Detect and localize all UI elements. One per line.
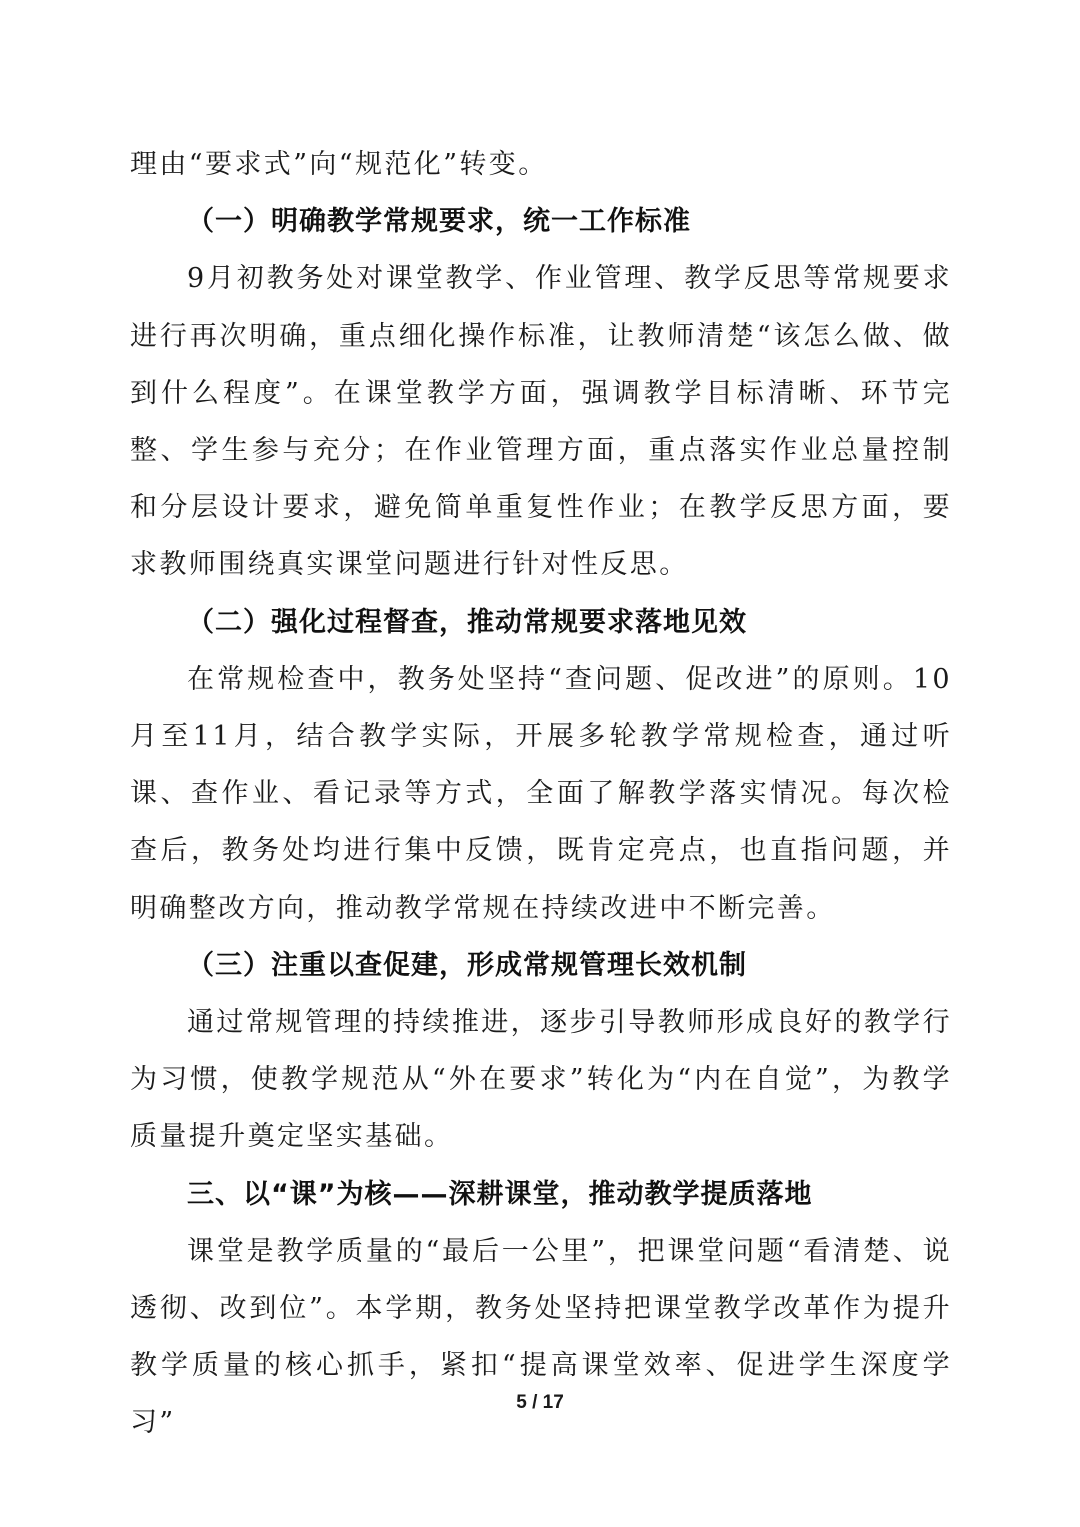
section-heading-3: （三）注重以查促建，形成常规管理长效机制 xyxy=(187,949,747,981)
document-body xyxy=(130,136,952,1452)
paragraph-classroom-core: 课堂是教学质量的“最后一公里”，把课堂问题“看清楚、说透彻、改到位”。本学期，教务处坚持把课堂教学改革作为提升教学质量的核心抓手，紧扣“提高课堂效率、促进学生深度学习” xyxy=(130,1235,952,1439)
paragraph-process-inspection: 在常规检查中，教务处坚持“查问题、促改进”的原则。10月至11月，结合教学实际，开展多轮教学常规检查，通过听课、查作业、看记录等方式，全面了解教学落实情况。每次检查后，教务处均进行集中反馈，既肯定亮点，也直指问题，并明确整改方向，推动教学常规在持续改进中不断完善。 xyxy=(130,663,952,924)
section-heading-2: （二）强化过程督查，推动常规要求落地见效 xyxy=(187,606,747,638)
page-number: 5 / 17 xyxy=(516,1392,564,1413)
chapter-heading-3: 三、以“课”为核——深耕课堂，推动教学提质落地 xyxy=(187,1178,813,1210)
section-heading-1: （一）明确教学常规要求，统一工作标准 xyxy=(187,206,691,238)
paragraph-continuation: 理由“要求式”向“规范化”转变。 xyxy=(130,149,548,180)
paragraph-teaching-requirements: 9月初教务处对课堂教学、作业管理、教学反思等常规要求进行再次明确，重点细化操作标准，让教师清楚“该怎么做、做到什么程度”。在课堂教学方面，强调教学目标清晰、环节完整、学生参与充分；在作业管理方面，重点落实作业总量控制和分层设计要求，避免简单重复性作业；在教学反思方面，要求教师围绕真实课堂问题进行针对性反思。 xyxy=(130,263,952,581)
paragraph-long-term-mechanism: 通过常规管理的持续推进，逐步引导教师形成良好的教学行为习惯，使教学规范从“外在要求”转化为“内在自觉”，为教学质量提升奠定坚实基础。 xyxy=(130,1007,952,1153)
